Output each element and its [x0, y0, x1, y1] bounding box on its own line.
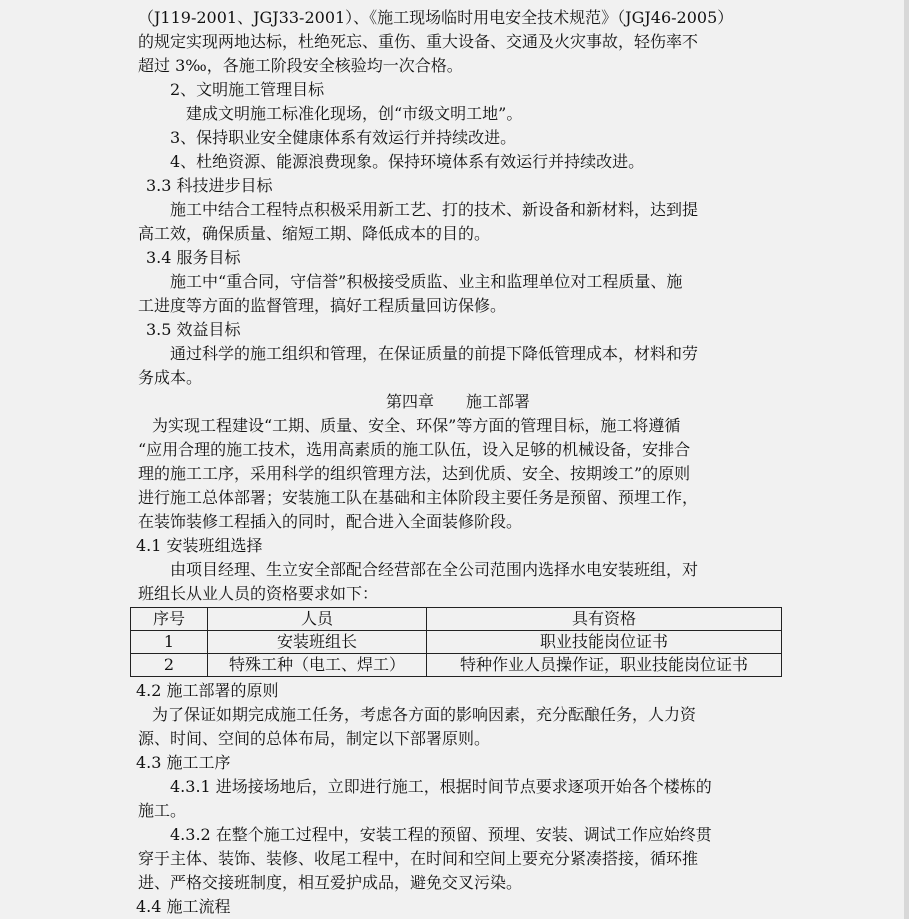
text-line: “应用合理的施工技术，选用高素质的施工队伍，设入足够的机械设备，安排合	[138, 440, 691, 459]
text-line: （J119-2001、JGJ33-2001）、《施工现场临时用电安全技术规范》（JGJ46-2005）	[138, 8, 734, 27]
section-heading-4-2: 4.2 施工部署的原则	[136, 681, 279, 700]
document-body	[138, 6, 778, 919]
text-line: 为了保证如期完成施工任务，考虑各方面的影响因素，充分酝酿任务，人力资	[152, 705, 697, 724]
page-edge	[904, 0, 909, 919]
table-cell: 特种作业人员操作证，职业技能岗位证书	[427, 654, 782, 677]
text-line: 班组长从业人员的资格要求如下：	[138, 584, 379, 603]
text-line: 穿于主体、装饰、装修、收尾工程中，在时间和空间上要充分紧凑搭接，循环推	[138, 849, 699, 868]
table-cell: 特殊工种（电工、焊工）	[208, 654, 427, 677]
section-heading-3-5: 3.5 效益目标	[146, 320, 241, 339]
text-line: 为实现工程建设“工期、质量、安全、环保”等方面的管理目标，施工将遵循	[152, 416, 681, 435]
text-line: 理的施工工序，采用科学的组织管理方法，达到优质、安全、按期竣工”的原则	[138, 464, 691, 483]
text-line: 务成本。	[138, 368, 203, 387]
table-cell: 职业技能岗位证书	[427, 631, 782, 654]
list-item-3: 3、保持职业安全健康体系有效运行并持续改进。	[170, 128, 517, 147]
text-line: 施工中“重合同，守信誉”积极接受质监、业主和监理单位对工程质量、施	[170, 272, 683, 291]
table-row	[131, 654, 782, 677]
text-line: 在装饰装修工程插入的同时，配合进入全面装修阶段。	[138, 512, 523, 531]
section-heading-3-4: 3.4 服务目标	[146, 248, 241, 267]
list-item-2: 2、文明施工管理目标	[170, 80, 325, 99]
text-line: 施工。	[138, 801, 187, 820]
qualification-table	[130, 607, 782, 677]
text-line: 工进度等方面的监督管理，搞好工程质量回访保修。	[138, 296, 507, 315]
section-heading-4-4: 4.4 施工流程	[136, 897, 231, 916]
table-header: 序号	[131, 608, 208, 631]
table-cell: 安装班组长	[208, 631, 427, 654]
table-cell: 1	[131, 631, 208, 654]
chapter-title: 第四章 施工部署	[385, 392, 530, 411]
text-line: 通过科学的施工组织和管理，在保证质量的前提下降低管理成本，材料和劳	[170, 344, 699, 363]
text-line: 高工效，确保质量、缩短工期、降低成本的目的。	[138, 224, 491, 243]
table-header-row	[131, 608, 782, 631]
table-header: 具有资格	[427, 608, 782, 631]
text-line: 施工中结合工程特点积极采用新工艺、打的技术、新设备和新材料，达到提	[170, 200, 699, 219]
section-heading-3-3: 3.3 科技进步目标	[146, 176, 273, 195]
text-line: 超过 3‰，各施工阶段安全核验均一次合格。	[138, 56, 463, 75]
text-line: 进行施工总体部署；安装施工队在基础和主体阶段主要任务是预留、预埋工作，	[138, 488, 699, 507]
text-line: 4.3.1 进场接场地后，立即进行施工，根据时间节点要求逐项开始各个楼栋的	[170, 777, 712, 796]
table-row	[131, 631, 782, 654]
table-cell: 2	[131, 654, 208, 677]
section-heading-4-1: 4.1 安装班组选择	[136, 536, 263, 555]
table-header: 人员	[208, 608, 427, 631]
text-line: 由项目经理、生立安全部配合经营部在全公司范围内选择水电安装班组，对	[170, 560, 699, 579]
text-line: 进、严格交接班制度，相互爱护成品，避免交叉污染。	[138, 873, 523, 892]
text-line: 源、时间、空间的总体布局，制定以下部署原则。	[138, 729, 491, 748]
section-heading-4-3: 4.3 施工工序	[136, 753, 231, 772]
text-line: 的规定实现两地达标，杜绝死忘、重伤、重大设备、交通及火灾事故，轻伤率不	[138, 32, 699, 51]
list-item-4: 4、杜绝资源、能源浪费现象。保持环境体系有效运行并持续改进。	[170, 152, 645, 171]
text-line: 4.3.2 在整个施工过程中，安装工程的预留、预埋、安装、调试工作应始终贯	[170, 825, 712, 844]
text-line: 建成文明施工标准化现场，创“市级文明工地”。	[186, 104, 523, 123]
